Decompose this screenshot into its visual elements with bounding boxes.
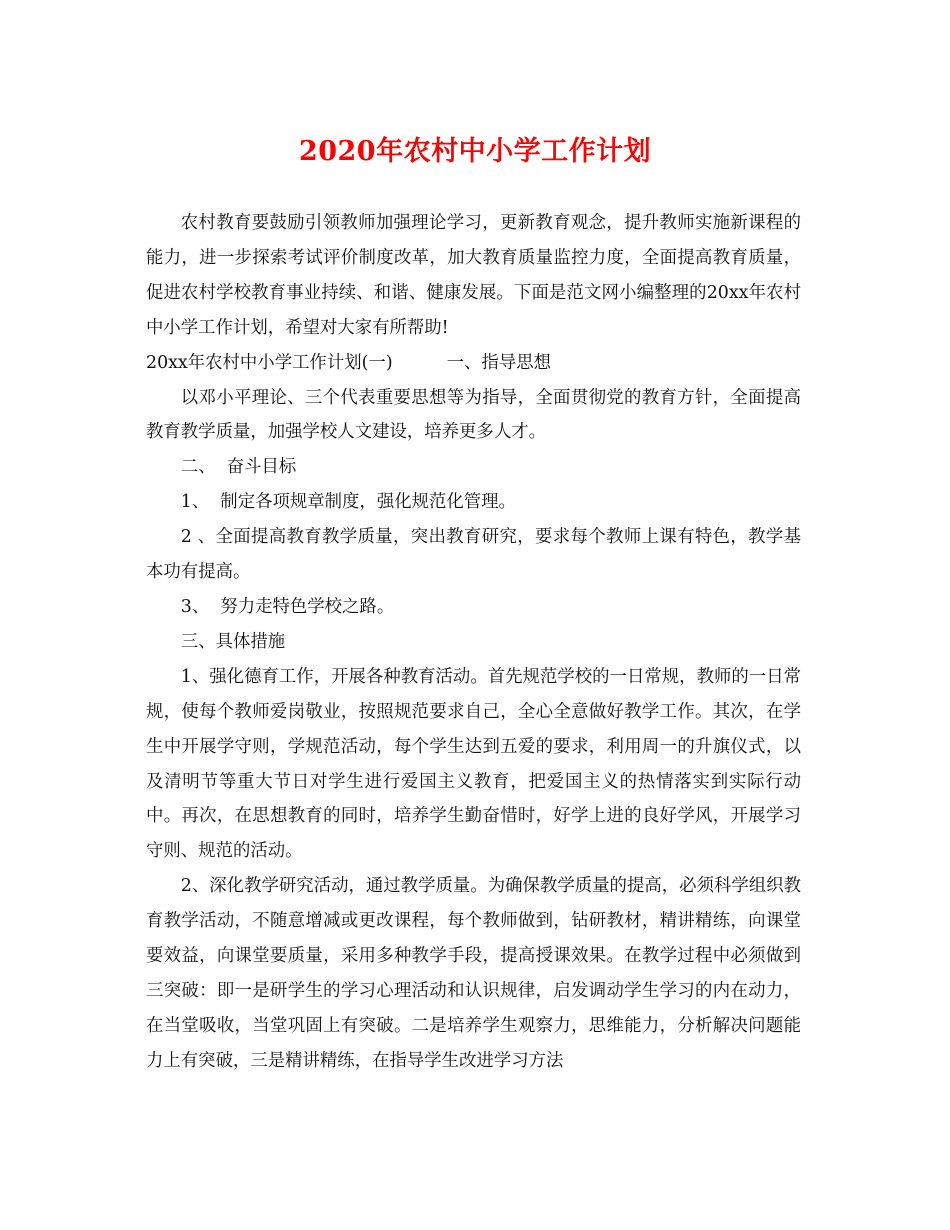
heading-guiding-thought: 一、指导思想 — [446, 352, 551, 373]
measure-item-2: 2、深化教学研究活动，通过教学质量。为确保教学质量的提高，必须科学组织教育教学活动，不随意增减或更改课程，每个教师做到，钻研教材，精讲精练，向课堂要效益，向课堂要质量，采用多种教学手段，提高授课效果。在教学过程中必须做到三突破：即一是研学生的学习心理活动和认识规律，启发调动学生学习的内在动力，在当堂吸收，当堂巩固上有突破。二是培养学生观察力，思维能力，分析解决问题能力上有突破，三是精讲精练，在指导学生改进学习方法 — [146, 876, 801, 1071]
heading-measures: 三、具体措施 — [180, 631, 286, 652]
heading-goals: 二、 奋斗目标 — [180, 457, 297, 478]
goal-item-3: 3、 努力走特色学校之路。 — [180, 596, 395, 617]
document-title: 2020年农村中小学工作计划 — [298, 136, 652, 167]
measure-item-1: 1、强化德育工作，开展各种教育活动。首先规范学校的一日常规，教师的一日常规，使每个教师爱岗敬业，按照规范要求自己，全心全意做好教学工作。其次，在学生中开展学守则，学规范活动，每个学生达到五爱的要求，利用周一的升旗仪式，以及清明节等重大节日对学生进行爱国主义教育，把爱国主义的热情落实到实际行动中。再次，在思想教育的同时，培养学生勤奋惜时，好学上进的良好学风，开展学习守则、规范的活动。 — [146, 666, 801, 862]
section-line — [146, 346, 801, 381]
intro-paragraph: 农村教育要鼓励引领教师加强理论学习，更新教育观念，提升教师实施新课程的能力，进一步探索考试评价制度改革，加大教育质量监控力度，全面提高教育质量，促进农村学校教育事业持续、和谐、健康发展。下面是范文网小编整理的20xx年农村中小学工作计划，希望对大家有所帮助! — [146, 213, 801, 338]
guiding-thought-paragraph: 以邓小平理论、三个代表重要思想等为指导，全面贯彻党的教育方针，全面提高教育教学质量，加强学校人文建设，培养更多人才。 — [146, 387, 801, 443]
document-body — [146, 206, 801, 1079]
goal-item-1: 1、 制定各项规章制度，强化规范化管理。 — [180, 492, 516, 513]
section-title: 20xx年农村中小学工作计划(一) — [146, 352, 393, 373]
goal-item-2: 2 、全面提高教育教学质量，突出教育研究，要求每个教师上课有特色，教学基本功有提高。 — [146, 527, 801, 583]
